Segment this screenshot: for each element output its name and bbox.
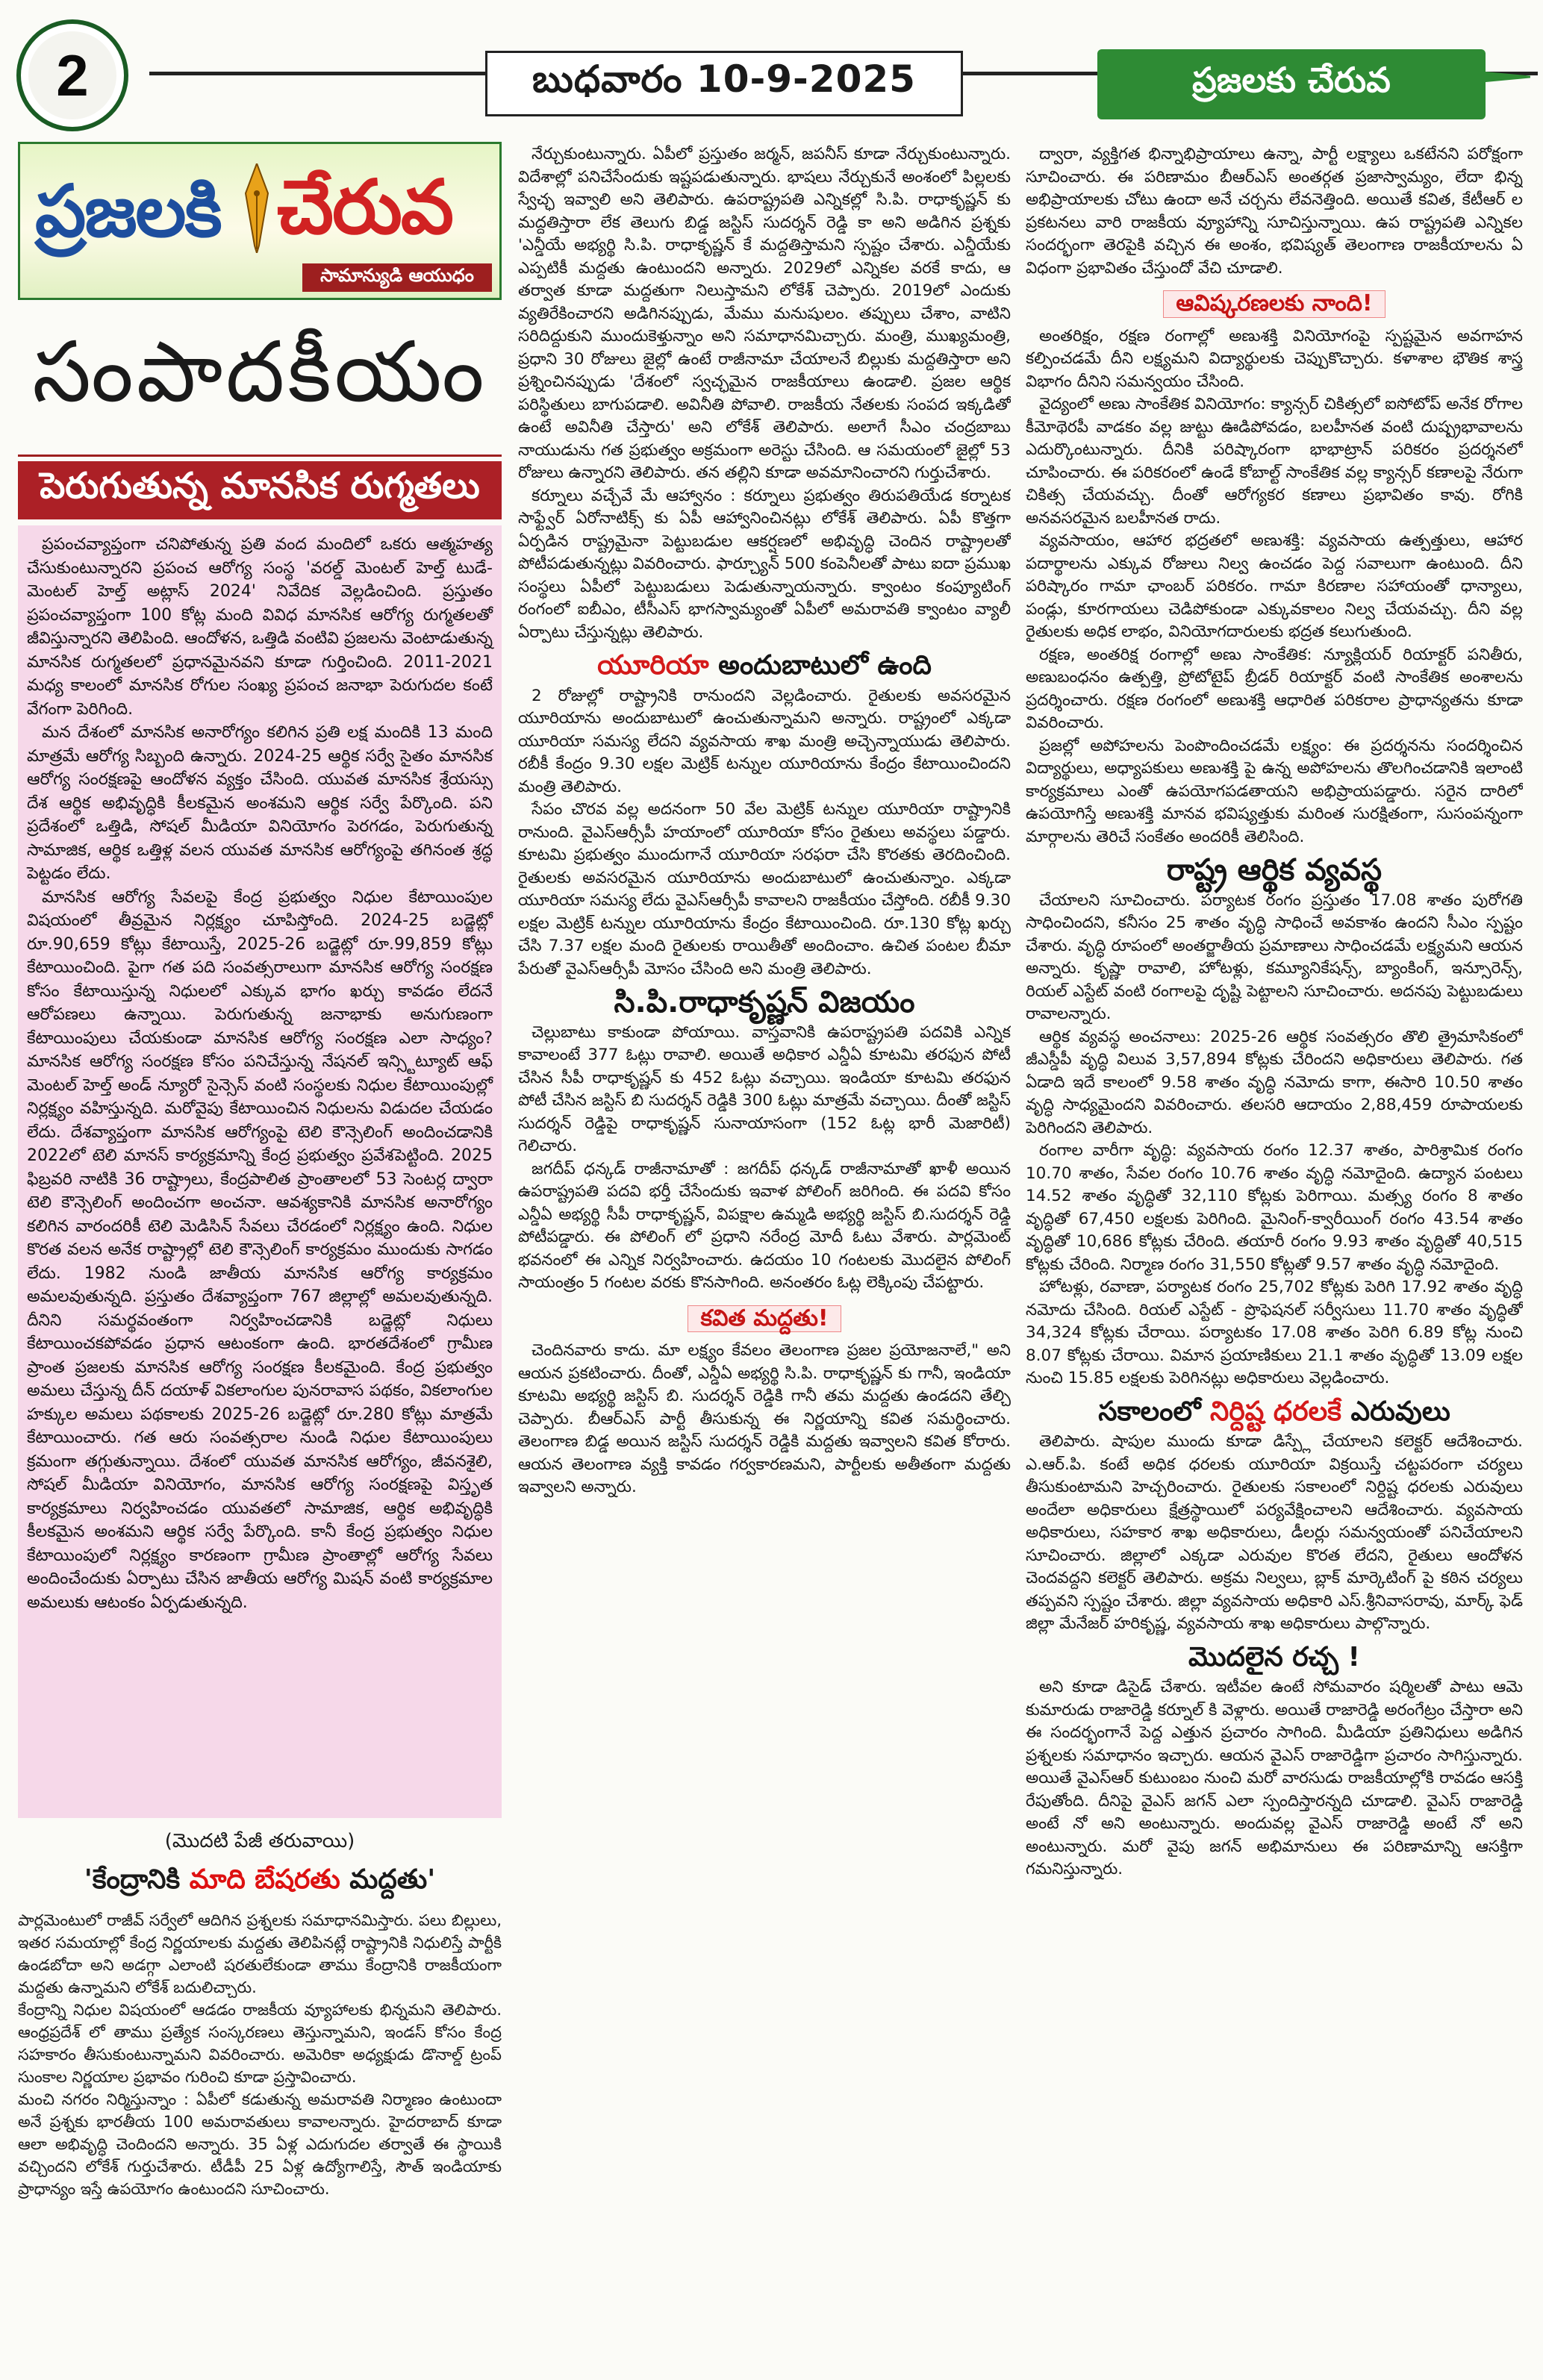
article-paragraph: ద్వారా, వ్యక్తిగత భిన్నాభిప్రాయాలు ఉన్నా, పార్టీ లక్ష్యాలు ఒకటేనని పరోక్షంగా సూచించారు. ఈ పరిణామం బీఆర్ఎస్ అంతర్గత ప్రజాస్వామ్యం, లేదా భిన్న అభిప్రాయాలకు చోటు ఉందా అనే చర్చను లేవనెత్తింది. అయితే కవిత, కేటీఆర్ ల ప్రకటనలు వారి రాజకీయ వ్యూహాన్ని సూచిస్తున్నాయి. ఉప రాష్ట్రపతి ఎన్నికల సందర్భంగా తెరపైకి వచ్చిన ఈ అంశం, భవిష్యత్ తెలంగాణ రాజకీయాలను ఏ విధంగా ప్రభావితం చేస్తుందో వేచి చూడాలి. [1026,145,1523,278]
story-body [18,1909,502,2200]
kavitha-headline: కవిత మద్దతు! [688,1305,841,1333]
article-paragraph: వ్యవసాయం, ఆహార భద్రతలో అణుశక్తి: వ్యవసాయ ఉత్పత్తులు, ఆహార పదార్థాలను ఎక్కువ రోజులు నిల్వ ఉంచడం పెద్ద సవాలుగా ఉంటుంది. దీని పరిష్కారం గామా ఛాంబర్ పరికరం. గామా కిరణాల సహాయంతో ధాన్యాలు, పండ్లు, కూరగాయలు చెడిపోకుండా ఎక్కువకాలం నిల్వ చేయవచ్చు. దీని వల్ల రైతులకు అధిక లాభం, వినియోగదారులకు భద్రత కలుగుతుంది. [1026,531,1523,641]
economy-headline: రాష్ట్ర ఆర్థిక వ్యవస్థ [1166,853,1383,887]
article-paragraph: రక్షణ, అంతరిక్ష రంగాల్లో అణు సాంకేతిక: న్యూక్లియర్ రియాక్టర్ పనితీరు, అణుబంధనం ఉత్పత్తి, ప్రోటోటైప్ బ్రీడర్ రియాక్టర్ వంటి సాంకేతిక అంశాలను ప్రదర్శించారు. రక్షణ రంగంలో అణుశక్తి ఆధారిత పరికరాల ప్రాధాన్యతను కూడా వివరించారు. [1026,645,1523,732]
article-paragraph: వైద్యంలో అణు సాంకేతిక వినియోగం: క్యాన్సర్ చికిత్సలో ఐసోటోప్ అనేక రోగాల కీమోథెరపీ వాడకం వల్ల జుట్టు ఊడిపోవడం, బలహీనత వంటి దుష్ప్రభావాలను ఎదుర్కొంటున్నారు. దీనికి పరిష్కారంగా భాభాట్రాన్ పరికరం ప్రదర్శనలో చూపించారు. ఈ పరికరంలో ఉండే కోబాల్ట్ సాంకేతిక వల్ల క్యాన్సర్ కణాలపై నేరుగా చికిత్స చేయవచ్చు. దీంతో ఆరోగ్యకర కణాలు ప్రభావితం కావు. రోగికి అనవసరమైన బలహీనత రాదు. [1026,395,1523,528]
issue-date: బుధవారం 10-9-2025 [485,51,963,116]
fertilizer-headline: సకాలంలో నిర్దిష్ట ధరలకే ఎరువులు [1098,1396,1450,1427]
article-paragraph: అని కూడా డిసైడ్ చేశారు. ఇటీవల ఉంటే సోమవారం షర్మిలతో పాటు ఆమె కుమారుడు రాజారెడ్డి కర్నూల్ కి వెళ్లారు. అయితే రాజారెడ్డి అరంగేట్రం చేస్తారా అని ఈ సందర్భంగానే పెద్ద ఎత్తున ప్రచారం సాగింది. మీడియా ప్రతినిధులు అడిగిన ప్రశ్నలకు సమాధానం ఇచ్చారు. ఆయన వైఎస్ రాజారెడ్డిగా ప్రచారం సాగిస్తున్నారు. అయితే వైఎస్ఆర్ కుటుంబం నుంచి మరో వారసుడు రాజకీయాల్లోకి రావడం ఆసక్తి రేపుతోంది. దీనిపై వైఎస్ జగన్ ఎలా స్పందిస్తారన్నది చూడాలి. వైఎస్ రాజారెడ్డి అంటే నో అని అంటున్నారు. అందువల్ల వైఎస్ రాజారెడ్డి అంటే నో అని అంటున్నారు. మరో వైపు జగన్ అభిమానులు ఈ పరిణామాన్ని ఆసక్తిగా గమనిస్తున్నారు. [1026,1678,1523,1878]
article-paragraph: జగదీప్ ధన్కడ్ రాజీనామాతో : జగదీప్ ధన్కడ్ రాజీనామాతో ఖాళీ అయిన ఉపరాష్ట్రపతి పదవి భర్తీ చేసేందుకు ఇవాళ పోలింగ్ జరిగింది. ఈ పదవి కోసం ఎన్డీఏ అభ్యర్థి సీపీ రాధాకృష్ణన్, విపక్షాల ఉమ్మడి అభ్యర్థి జస్టిస్ బి.సుదర్శన్ రెడ్డి పోటీపడ్డారు. ఈ పోలింగ్ లో ప్రధాని నరేంద్ర మోదీ ఓటు వేశారు. పార్లమెంట్ భవనంలో ఈ ఎన్నిక నిర్వహించారు. ఉదయం 10 గంటలకు మొదలైన పోలింగ్ సాయంత్రం 5 గంటల వరకు కొనసాగింది. అనంతరం ఓట్ల లెక్కింపు చేపట్టారు. [518,1159,1011,1292]
masthead-tagline: సామాన్యుడి ఆయుధం [302,263,492,292]
article-paragraph: ప్రజల్లో అపోహలను పెంపొందించడమే లక్ష్యం: ఈ ప్రదర్శనను సందర్శించిన విద్యార్థులు, అధ్యాపకులు అణుశక్తి పై ఉన్న అపోహలను తొలగించడానికి ఇలాంటి కార్యక్రమాలు ఎంతో ఉపయోగపడతాయని అభిప్రాయపడ్డారు. సరైన దారిలో ఉపయోగిస్తే అణుశక్తి మానవ భవిష్యత్తుకు మరింత సురక్షితంగా, సుసంపన్నంగా మార్గాలను తెరిచే సంకేతం అందరికీ తెలిసింది. [1026,736,1523,846]
continued-label: (మొదటి పేజీ తరువాయి) [164,1830,355,1852]
last-headline: మొదలైన రచ్చ ! [1188,1641,1360,1672]
article-paragraph: తెలిపారు. షాపుల ముందు కూడా డిస్ప్లే చేయాలని కలెక్టర్ ఆదేశించారు. ఎ.ఆర్.పి. కంటే అధిక ధరలకు యూరియా విక్రయిస్తే చట్టపరంగా చర్యలు తీసుకుంటామని హెచ్చరించారు. రైతులకు సకాలంలో నిర్దిష్ట ధరలకు ఎరువులు అందేలా అధికారులు క్షేత్రస్థాయిలో పర్యవేక్షించాలని ఆదేశించారు. వ్యవసాయ అధికారులు, సహకార శాఖ అధికారులు, డీలర్లు సమన్వయంతో పనిచేయాలని సూచించారు. జిల్లాలో ఎక్కడా ఎరువుల కొరత లేదని, రైతులు ఆందోళన చెందవద్దని కలెక్టర్ తెలిపారు. అక్రమ నిల్వలు, బ్లాక్ మార్కెటింగ్ పై కఠిన చర్యలు తప్పవని స్పష్టం చేశారు. జిల్లా వ్యవసాయ అధికారి ఎస్.శ్రీనివాసరావు, మార్క్ ఫెడ్ జిల్లా మేనేజర్ హరికృష్ణ, వ్యవసాయ శాఖ అధికారులు పాల్గొన్నారు. [1026,1432,1523,1633]
masthead-left-text: ప్రజలకి [35,169,221,253]
editorial-paragraph: మన దేశంలో మానసిక అనారోగ్యం కలిగిన ప్రతి లక్ష మందికి 13 మంది మాత్రమే ఆరోగ్య సిబ్బంది ఉన్నారు. 2024-25 ఆర్థిక సర్వే సైతం మానసిక ఆరోగ్య సంరక్షణపై ఆందోళన వ్యక్తం చేసింది. యువత మానసిక శ్రేయస్సు దేశ ఆర్థిక అభివృద్ధికి కీలకమైన అంశమని ఆర్థిక సర్వే పేర్కొంది. పని ప్రదేశంలో ఒత్తిడి, సోషల్ మీడియా వినియోగం పెరగడం, పెరుగుతున్న సామాజిక, ఆర్థిక ఒత్తిళ్ల వలన యువత మానసిక ఆరోగ్యంపై తగినంత శ్రద్ధ పెట్టడం లేదు. [27,723,493,883]
editorial-paragraph: ప్రపంచవ్యాప్తంగా చనిపోతున్న ప్రతి వంద మందిలో ఒకరు ఆత్మహత్య చేసుకుంటున్నారని ప్రపంచ ఆరోగ్య సంస్థ 'వరల్డ్ మెంటల్ హెల్త్ టుడే- మెంటల్ హెల్త్ అట్లాస్ 2024' నివేదిక వెల్లడించింది. ప్రస్తుతం ప్రపంచవ్యాప్తంగా 100 కోట్ల మంది వివిధ మానసిక ఆరోగ్య రుగ్మతలతో జీవిస్తున్నారని తెలిపింది. ఆందోళన, ఒత్తిడి వంటివి ప్రజలను వెంటాడుతున్న మానసిక రుగ్మతలలో ప్రధానమైనవని కూడా గుర్తించింది. 2011-2021 మధ్య కాలంలో మానసిక రోగుల సంఖ్య ప్రపంచ జనాభా పెరుగుదల కంటే వేగంగా పెరిగింది. [27,535,493,719]
story-headline: 'కేంద్రానికి మాది బేషరతు మద్దతు' [84,1864,436,1895]
right-column [1026,143,1523,2360]
article-paragraph: చెందినవారు కాదు. మా లక్ష్యం కేవలం తెలంగాణ ప్రజల ప్రయోజనాలే," అని ఆయన ప్రకటించారు. దీంతో, ఎన్డీఏ అభ్యర్థి సి.పి. రాధాకృష్ణన్ కు గానీ, ఇండియా కూటమి అభ్యర్థి జస్టిస్ బి. సుదర్శన్ రెడ్డికి గానీ తమ మద్దతు ఉండదని తేల్చి చెప్పారు. బీఆర్ఎస్ పార్టీ తీసుకున్న ఈ నిర్ణయాన్ని కవిత సమర్థించారు. తెలంగాణ బిడ్డ అయిన జస్టిస్ సుదర్శన్ రెడ్డికి మద్దతు ఇవ్వాలని కవిత కోరారు. ఆయన తెలంగాణ వ్యక్తి కావడం గర్వకారణమని, పార్టీలకు అతీతంగా మద్దతు ఇవ్వాలని అన్నారు. [518,1341,1011,1496]
innovation-headline: ఆవిష్కరణలకు నాంది! [1163,290,1385,318]
brand-tag: ప్రజలకు చేరువ [1097,49,1486,119]
masthead-right-text: చేరువ [277,163,452,251]
left-column [18,142,502,2366]
article-paragraph: సేపం చొరవ వల్ల అదనంగా 50 వేల మెట్రిక్ టన్నుల యూరియా రాష్ట్రానికి రానుంది. వైఎస్ఆర్సీపీ హయాంలో యూరియా కోసం రైతులు అవస్థలు పడ్డారు. కూటమి ప్రభుత్వం ముందుగానే యూరియా సరఫరా చేసి కొరతకు తెరదించింది. రైతులకు అవసరమైన యూరియాను అందుబాటులో ఉంచుతున్నాం. ఎక్కడా యూరియా సమస్య లేదు వైఎస్ఆర్సీపీ కావాలని రాజకీయం చేస్తోంది. రబీకీ 9.30 లక్షల మెట్రిక్ టన్నుల యూరియాను కేంద్రం కేటాయించింది. రూ.130 కోట్ల ఖర్చు చేసి 7.37 లక్షల మంది రైతులకు రాయితీతో అందించాం. ఉచిత పంటల బీమా పేరుతో వైఎస్ఆర్సీపీ మోసం చేసింది అని మంత్రి తెలిపారు. [518,800,1011,978]
page-number: 2 [28,31,116,119]
page-header [0,0,1543,119]
masthead-logo [18,142,502,300]
cp-headline: సి.పి.రాధాకృష్ణన్ విజయం [614,985,915,1019]
middle-column [518,143,1011,2360]
article-paragraph: అంతరిక్షం, రక్షణ రంగాల్లో అణుశక్తి వినియోగంపై స్పష్టమైన అవగాహన కల్పించడమే దీని లక్ష్యమని విద్యార్థులకు చెప్పుకొచ్చారు. కళాశాల భౌతిక శాస్త్ర విభాగం దీనిని సమన్వయం చేసింది. [1026,326,1523,391]
pen-nib-icon [244,163,269,253]
editorial-title: సంపాదకీయం [18,310,502,457]
article-paragraph: కర్నూలు వచ్చేవే మే ఆహ్వానం : కర్నూలు ప్రభుత్వం తిరుపతియేడ కర్నాటక సాఫ్ట్వేర్ ఏరోనాటిక్స్ కు ఏపీ ఆహ్వానించినట్లు లోకేశ్ తెలిపారు. ఏపీ కొత్తగా ఏర్పడిన రాష్ట్రమైనా పెట్టుబడుల ఆకర్షణలో అభివృద్ధి చెందిన రాష్ట్రాలతో పోటీపడుతున్నట్లు వివరించారు. ఫార్చ్యూన్ 500 కంపెనీలతో పాటు ఐదా ప్రముఖ సంస్థలు ఏపీలో పెట్టుబడులు పెడుతున్నాయన్నారు. క్వాంటం కంప్యూటింగ్ రంగంలో ఐబీఎం, టీసీఎస్ భాగస్వామ్యంతో ఏపీలో అమరావతి క్వాంటం వ్యాలీ ఏర్పాటు చేస్తున్నట్లు తెలిపారు. [518,486,1011,642]
article-paragraph: నేర్చుకుంటున్నారు. ఏపీలో ప్రస్తుతం జర్మన్, జపనీస్ కూడా నేర్చుకుంటున్నారు. విదేశాల్లో పనిచేసేందుకు ఇష్టపడుతున్నారు. భాషలు నేర్చుకునే అంశంలో పిల్లలకు స్వేచ్ఛ ఇవ్వాలి అని తెలిపారు. ఉపరాష్ట్రపతి ఎన్నికల్లో సి.పి. రాధాకృష్ణన్ కు మద్దతిస్తారా లేక తెలుగు బిడ్డ జస్టిస్ సుదర్శన్ రెడ్డి కా అని అడిగిన ప్రశ్నకు 'ఎన్డీయే అభ్యర్థి సి.పి. రాధాకృష్ణన్ కే మద్దతిస్తామని స్పష్టం చేశారు. ఎన్డీయేకు ఎప్పటికీ మద్దతు ఉంటుందని అన్నారు. 2029లో ఎన్నికల వరకే కాదు, ఆ తర్వాత కూడా మద్దతుగా నిలుస్తామని లోకేశ్ చెప్పారు. 2019లో ఎందుకు వ్యతిరేకించారని అడిగినప్పుడు, మేము మనుషులం. తప్పులు చేశాం, వాటిని సరిదిద్దుకుని ముందుకెళ్తున్నాం అని సమాధానమిచ్చారు. మంత్రి, ముఖ్యమంత్రి, ప్రధాని 30 రోజులు జైల్లో ఉంటే రాజీనామా చేయాలనే బిల్లుకు మద్దతిస్తారా అని ప్రశ్నించినప్పుడు 'దేశంలో స్వచ్ఛమైన రాజకీయాలు ఉండాలి. ప్రజల ఆర్థిక పరిస్థితులు బాగుపడాలి. అవినీతి పోవాలి. రాజకీయ నేతలకు సంపద ఇక్కడితో ఉంటే అవినీతి చేస్తారు' అని లోకేశ్ తెలిపారు. అలాగే సీఎం చంద్రబాబు నాయుడును గత ప్రభుత్వం అక్రమంగా అరెస్టు చేసింది. ఆ సమయంలో జైల్లో 53 రోజులు ఉన్నారని తెలిపారు. తన తల్లిని కూడా అవమానించారని గుర్తుచేశారు. [518,145,1011,482]
page-number-badge [16,19,128,131]
article-paragraph: హోటళ్లు, రవాణా, పర్యాటక రంగం 25,702 కోట్లకు పెరిగి 17.92 శాతం వృద్ధి నమోదు చేసింది. రియల్ ఎస్టేట్ - ప్రొఫెషనల్ సర్వీసులు 11.70 శాతం వృద్ధితో 34,324 కోట్లకు చేరాయి. పర్యాటకం 17.08 శాతం పెరిగి 6.89 కోట్ల నుంచి 8.07 కోట్లకు చేరాయి. విమాన ప్రయాణికులు 21.1 శాతం వృద్ధితో 13.09 లక్షల నుంచి 15.85 లక్షలకు పెరిగినట్లు అధికారులు వెల్లడించారు. [1026,1278,1523,1387]
editorial-headline: పెరుగుతున్న మానసిక రుగ్మతలు [18,461,502,519]
article-paragraph: రంగాల వారీగా వృద్ధి: వ్యవసాయ రంగం 12.37 శాతం, పారిశ్రామిక రంగం 10.70 శాతం, సేవల రంగం 10.76 శాతం వృద్ధి నమోదైంది. ఉద్యాన పంటలు 14.52 శాతం వృద్ధితో 32,110 కోట్లకు పెరిగాయి. మత్స్య రంగం 8 శాతం వృద్ధితో 67,450 లక్షలకు పెరిగింది. మైనింగ్-క్వారీయింగ్ రంగం 43.54 శాతం వృద్ధితో 10,686 కోట్లకు చేరింది. తయారీ రంగం 9.93 శాతం వృద్ధితో 40,515 కోట్లకు చేరింది. నిర్మాణ రంగం 31,550 కోట్లతో 9.57 శాతం వృద్ధి నమోదైంది. [1026,1141,1523,1274]
editorial-body [18,525,502,1818]
article-paragraph: ఆర్థిక వ్యవస్థ అంచనాలు: 2025-26 ఆర్థిక సంవత్సరం తొలి త్రైమాసికంలో జీఎస్డీపీ వృద్ధి విలువ 3,57,894 కోట్లకు చేరిందని అధికారులు తెలిపారు. గత ఏడాది ఇదే కాలంలో 9.58 శాతం వృద్ధి నమోదు కాగా, ఈసారి 10.50 శాతం వృద్ధి సాధ్యమైందని వివరించారు. తలసరి ఆదాయం 2,88,459 రూపాయలకు పెరిగిందని తెలిపారు. [1026,1027,1523,1137]
article-paragraph: 2 రోజుల్లో రాష్ట్రానికి రానుందని వెల్లడించారు. రైతులకు అవసరమైన యూరియాను అందుబాటులో ఉంచుతున్నామని అన్నారు. రాష్ట్రంలో ఎక్కడా యూరియా సమస్య లేదని వ్యవసాయ శాఖ మంత్రి అచ్చెన్నాయుడు తెలిపారు. రబీకీ కేంద్రం 9.30 లక్షల మెట్రిక్ టన్నుల యూరియాను కేంద్రం కేటాయించిందని మంత్రి తెలిపారు. [518,686,1011,796]
article-paragraph: చెల్లుబాటు కాకుండా పోయాయి. వాస్తవానికి ఉపరాష్ట్రపతి పదవికి ఎన్నిక కావాలంటే 377 ఓట్లు రావాలి. అయితే అధికార ఎన్డీఏ కూటమి తరఫున పోటీ చేసిన సీపీ రాధాకృష్ణన్ కు 452 ఓట్లు వచ్చాయి. ఇండియా కూటమి తరఫున పోటీ చేసిన జస్టిస్ బి సుదర్శన్ రెడ్డికి 300 ఓట్లు మాత్రమే వచ్చాయి. దీంతో జస్టిస్ సుదర్శన్ రెడ్డిపై రాధాకృష్ణన్ సునాయాసంగా (152 ఓట్ల భారీ మెజారిటీ) గెలిచారు. [518,1022,1011,1155]
story-paragraph: కేంద్రాన్ని నిధుల విషయంలో ఆడడం రాజకీయ వ్యూహాలకు భిన్నమని తెలిపారు. ఆంధ్రప్రదేశ్ లో తాము ప్రత్యేక సంస్కరణలు తెస్తున్నామని, ఇండస్ కోసం కేంద్ర సహకారం తీసుకుంటున్నామని వివరించారు. అమెరికా అధ్యక్షుడు డొనాల్డ్ ట్రంప్ సుంకాల నిర్ణయాల ప్రభావం గురించి కూడా ప్రస్తావించారు. [18,2001,502,2086]
article-paragraph: చేయాలని సూచించారు. పర్యాటక రంగం ప్రస్తుతం 17.08 శాతం పురోగతి సాధించిందని, కనీసం 25 శాతం వృద్ధి సాధించే అవకాశం ఉందని సీఎం స్పష్టం చేశారు. వృద్ధి రూపంలో అంతర్జాతీయ ప్రమాణాలు సాధించడమే లక్ష్యమని ఆయన అన్నారు. కృష్ణా రావాలి, హోటళ్లు, కమ్యూనికేషన్స్, బ్యాంకింగ్, ఇన్సూరెన్స్, రియల్ ఎస్టేట్ వంటి రంగాలపై దృష్టి పెట్టాలని సూచించారు. అదనపు పెట్టుబడులు రావాలన్నారు. [1026,890,1523,1023]
editorial-paragraph: మానసిక ఆరోగ్య సేవలపై కేంద్ర ప్రభుత్వం నిధుల కేటాయింపుల విషయంలో తీవ్రమైన నిర్లక్ష్యం చూపిస్తోంది. 2024-25 బడ్జెట్లో రూ.90,659 కోట్లు కేటాయిస్తే, 2025-26 బడ్జెట్లో రూ.99,859 కోట్లు కేటాయించింది. పైగా గత పది సంవత్సరాలుగా మానసిక ఆరోగ్య సంరక్షణ కోసం కేటాయిస్తున్న నిధులలో ఎక్కువ భాగం ఖర్చు కావడం లేదనే ఆరోపణలు ఉన్నాయి. పెరుగుతున్న జనాభాకు అనుగుణంగా కేటాయింపులు చేయకుండా మానసిక ఆరోగ్య సంరక్షణ ఎలా సాధ్యం? మానసిక ఆరోగ్య సంరక్షణ కోసం పనిచేస్తున్న నేషనల్ ఇన్స్టిట్యూట్ ఆఫ్ మెంటల్ హెల్త్ అండ్ న్యూరో సైన్సెస్ వంటి సంస్థలకు నిధుల కేటాయింపుల్లో నిర్లక్ష్యం వహిస్తున్నది. మరోవైపు కేటాయించిన నిధులను విడుదల చేయడం లేదు. దేశవ్యాప్తంగా మానసిక ఆరోగ్యంపై టెలి కౌన్సెలింగ్ అందించడానికి 2022లో టెలి మానస్ కార్యక్రమాన్ని కేంద్ర ప్రభుత్వం ప్రవేశపెట్టింది. 2025 ఫిబ్రవరి నాటికి 36 రాష్ట్రాలు, కేంద్రపాలిత ప్రాంతాలలో 53 సెంటర్ల ద్వారా టెలి కౌన్సెలింగ్ అందించగా అంచనా. ఆవశ్యకానికి మానసిక అనారోగ్యం కలిగిన వారందరికీ టెలి మెడిసిన్ సేవలు చేరడంలో నిర్లక్ష్యం ఉంది. నిధుల కొరత వలన అనేక రాష్ట్రాల్లో టెలి కౌన్సెలింగ్ కార్యక్రమం ముందుకు సాగడం లేదు. 1982 నుండి జాతీయ మానసిక ఆరోగ్య కార్యక్రమం అమలవుతున్నది. ప్రస్తుతం దేశవ్యాప్తంగా 767 జిల్లాల్లో అమలవుతున్నది. దీనిని సమర్థవంతంగా నిర్వహించడానికి బడ్జెట్లో నిధులు కేటాయించకపోవడం ప్రధాన ఆటంకంగా ఉంది. భారతదేశంలో గ్రామీణ ప్రాంత ప్రజలకు మానసిక ఆరోగ్య సంరక్షణ కీలకమైంది. కేంద్ర ప్రభుత్వం అమలు చేస్తున్న దీన్ దయాళ్ వికలాంగుల పునరావాస పథకం, వికలాంగుల హక్కుల అమలు పథకాలకు 2025-26 బడ్జెట్లో రూ.280 కోట్లు మాత్రమే కేటాయించారు. గత ఆరు సంవత్సరాల నుండి నిధుల కేటాయింపులు క్రమంగా తగ్గుతున్నాయి. దేశంలో యువత మానసిక ఆరోగ్యం, జీవనశైలి, సోషల్ మీడియా వినియోగం, మానసిక ఆరోగ్య సంరక్షణపై విస్తృత కార్యక్రమాలు నిర్వహించడం యువతలో సామాజిక, ఆర్థిక అభివృద్ధికి కీలకమైన అంశమని ఆర్థిక సర్వే పేర్కొంది. కానీ కేంద్ర ప్రభుత్వం నిధుల కేటాయింపులో నిర్లక్ష్యం కారణంగా గ్రామీణ ప్రాంతాల్లో ఆరోగ్య సేవలు అందించేందుకు ఏర్పాటు చేసిన జాతీయ ఆరోగ్య మిషన్ వంటి కార్యక్రమాల అమలుకు ఆటంకం ఏర్పడుతున్నది. [27,887,493,1612]
story-paragraph: మంచి నగరం నిర్మిస్తున్నాం : ఏపీలో కడుతున్న అమరావతి నిర్మాణం ఉంటుందా అనే ప్రశ్నకు భారతీయ 100 అమరావతులు కావాలన్నారు. హైదరాబాద్ కూడా ఆలా అభివృద్ధి చెందిందని అన్నారు. 35 ఏళ్ల ఎదుగుదల తర్వాతే ఈ స్థాయికి వచ్చిందని లోకేశ్ గుర్తుచేశారు. టీడీపీ 25 ఏళ్ల ఉద్యోగాలిస్తే, సౌత్ ఇండియాకు ప్రాధాన్యం ఇస్తే ఉపయోగం ఉంటుందని సూచించారు. [18,2090,502,2198]
urea-headline: యూరియా అందుబాటులో ఉంది [597,650,932,681]
story-paragraph: పార్లమెంటులో రాజీవ్ సర్వేలో ఆదిగిన ప్రశ్నలకు సమాధానమిస్తారు. పలు బిల్లులు, ఇతర సమయాల్లో కేంద్ర నిర్ణయాలకు మద్దతు తెలిపినట్లే రాష్ట్రానికి నిధులిస్తే పార్టీకి ఉండబోదా అని అడగ్గా ఎలాంటి షరతులేకుండా తాము కేంద్రానికి రాజకీయంగా మద్దతు ఉన్నామని లోకేశ్ బదులిచ్చారు. [18,1911,502,1996]
